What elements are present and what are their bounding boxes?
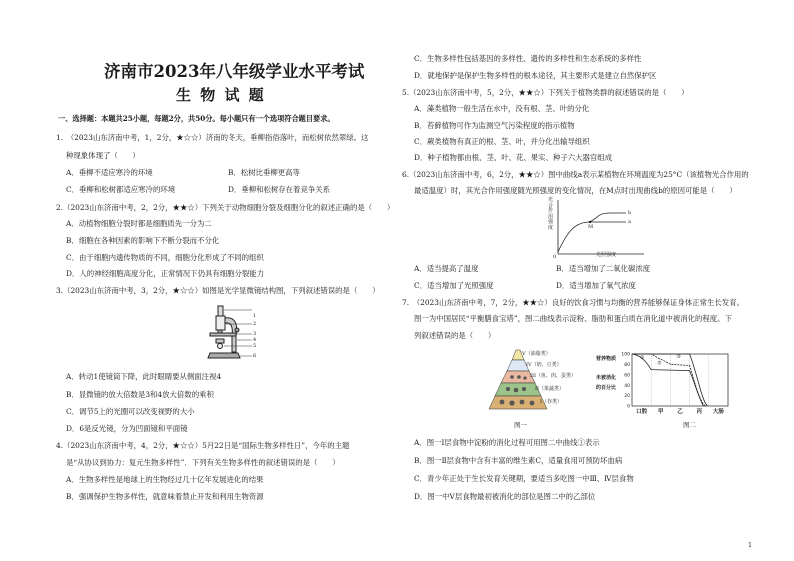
figure-2-caption: 图二 bbox=[683, 421, 696, 429]
q7-option-b: B．图一Ⅱ层食物中含有丰富的维生素C，适量食用可预防坏血病 bbox=[414, 456, 623, 465]
q4-option-b: B．强调保护生物多样性，就意味着禁止开发和利用生物资源 bbox=[66, 492, 264, 501]
curve-b-label: b bbox=[628, 210, 632, 216]
q5-option-b: B．苔藓植物可作为监测空气污染程度的指示植物 bbox=[414, 121, 575, 130]
curve-a-label: a bbox=[628, 219, 631, 225]
q3-option-c: C．调节5上的光圈可以改变视野的大小 bbox=[66, 407, 195, 416]
q4-option-d: D．就地保护是保护生物多样性的根本途径，其主要形式是建立自然保护区 bbox=[414, 71, 657, 80]
microscope-label-2: 2 bbox=[253, 321, 257, 327]
q2-option-d: D．人的神经细胞高度分化，正常情况下仍具有细胞分裂能力 bbox=[66, 269, 265, 278]
curve-1 bbox=[632, 354, 704, 406]
point-m bbox=[589, 221, 591, 223]
pyramid-layer-3: III（鱼、肉、蛋类） bbox=[530, 373, 576, 379]
microscope-label-5: 5 bbox=[253, 343, 257, 349]
chart-y-tick: 20 bbox=[624, 394, 630, 400]
chart-y-label-3: 的百分比 bbox=[596, 385, 617, 391]
q1-stem-line1: 1. （2023山东济南中考，1，2分，★☆☆）济南的冬天，垂柳指俗落叶，而松树依然翠绿。这 bbox=[56, 133, 369, 142]
chart-frame bbox=[632, 354, 728, 406]
q7-option-c: C．青少年正处于生长发育关键期，要适当多吃图一中Ⅲ、Ⅳ层食物 bbox=[414, 474, 634, 483]
page-subtitle: 生 物 试 题 bbox=[176, 86, 266, 104]
chart-x-tick: 乙 bbox=[677, 409, 683, 415]
figure-1-caption: 图一 bbox=[514, 421, 527, 429]
q4-stem-line1: 4.（2023山东济南中考，4，2分，★☆☆）5月22日是“国际生物多样性日”，今年的主题 bbox=[56, 441, 350, 450]
graph-y-label: 光合作用强度 bbox=[548, 197, 554, 231]
q7-stem-line3: 列叙述错误的是（ ） bbox=[414, 331, 496, 340]
chart-y-tick: 0 bbox=[627, 404, 630, 410]
q4-option-c: C．生物多样性包括基因的多样性、遗传的多样性和生态系统的多样性 bbox=[414, 54, 642, 63]
q2-option-a: A．动植物细胞分裂时都是细胞质先一分为二 bbox=[66, 219, 212, 228]
curve-label-2: ② bbox=[657, 360, 662, 367]
q6-option-c: C．适当增加了光照强度 bbox=[414, 281, 494, 290]
microscope-label-4: 4 bbox=[253, 337, 257, 343]
curve-2 bbox=[632, 354, 706, 406]
curve-3 bbox=[632, 354, 708, 406]
chart-y-label-2: 未被消化 bbox=[596, 375, 617, 381]
graph-origin-label: 0 bbox=[553, 254, 557, 260]
q4-option-a: A．生物多样性是地球上的生物经过几十亿年发展进化的结果 bbox=[66, 475, 264, 484]
q7-option-a: A．图一Ⅰ层食物中淀粉的消化过程可用图二中曲线①表示 bbox=[414, 438, 600, 447]
chart-x-tick: 口腔 bbox=[636, 409, 648, 415]
q7-stem-line1: 7. （2023山东济南中考，7，2分，★★☆）良好的饮食习惯与均衡的营养能够保证身体正常生长发育。 bbox=[402, 298, 744, 307]
microscope-label-1: 1 bbox=[253, 313, 257, 319]
q6-option-d: D．适当增加了氧气浓度 bbox=[556, 281, 636, 290]
graph-x-label: 光照强度 bbox=[596, 252, 617, 258]
pyramid-layer-5: V（油脂类） bbox=[522, 351, 551, 357]
page-number: 1 bbox=[748, 542, 752, 549]
pyramid-layer-1: I（谷类） bbox=[540, 399, 562, 405]
chart-y-label-1: 营养物质 bbox=[596, 356, 617, 362]
pyramid-layer-2: II（果蔬类） bbox=[535, 386, 564, 392]
pyramid-layer-4: IV（奶、豆类） bbox=[526, 362, 562, 368]
q6-stem-line1: 6.（2023山东济南中考，6，2分，★★☆）图中曲线a表示某植物在环境温度为25°C（该植物光合作用的 bbox=[402, 170, 749, 179]
q6-option-b: B．适当增加了二氧化碳浓度 bbox=[556, 264, 651, 273]
q2-option-b: B．细胞在各种因素的影响下不断分裂而不分化 bbox=[66, 236, 220, 245]
q6-stem-line2: 最适温度）时，其光合作用强度随光照强度的变化情况，在M点时出现曲线b的原因可能是（ ） bbox=[414, 186, 737, 195]
point-m-label: M bbox=[588, 224, 594, 230]
chart-y-tick: 80 bbox=[624, 363, 630, 368]
chart-y-tick: 60 bbox=[624, 373, 630, 379]
chart-y-tick: 40 bbox=[624, 383, 630, 389]
q1-option-b: B．松树比垂柳更高等 bbox=[228, 168, 300, 177]
page-title: 济南市2023年八年级学业水平考试 bbox=[104, 62, 365, 81]
q5-stem: 5.（2023山东济南中考，5，2分，★★☆）下列关于植物类群的叙述错误的是（ ） bbox=[402, 88, 689, 97]
microscope-label-6: 6 bbox=[253, 353, 257, 359]
q7-option-d: D．图一中Ⅴ层食物最初被消化的部位是图二中的乙部位 bbox=[414, 492, 596, 501]
q7-stem-line2: 图一为中国居民“平衡膳食宝塔”，图二曲线表示淀粉、脂肪和蛋白质在消化道中被消化的程度。下 bbox=[414, 314, 732, 323]
digestion-chart bbox=[616, 350, 740, 416]
q2-stem: 2.（2023山东济南中考，2，2分，★★☆）下列关于动物细胞分裂及细胞分化的叙述正确的是（ ） bbox=[56, 203, 395, 212]
q1-option-c: C．垂柳和松树都适应寒冷的环境 bbox=[66, 185, 176, 194]
q3-option-d: D．6是反光镜，分为凹面镜和平面镜 bbox=[66, 424, 188, 433]
chart-x-tick: 大肠 bbox=[712, 409, 724, 415]
q4-stem-line2: 是“从协议到协力：复元生物多样性”．下列有关生物多样性的叙述错误的是（ ） bbox=[66, 458, 340, 467]
q3-option-b: B．显微镜的放大倍数是3和4放大倍数的乘积 bbox=[66, 390, 214, 399]
q6-option-a: A．适当提高了温度 bbox=[414, 264, 479, 273]
q5-option-d: D．种子植物都由根、茎、叶、花、果实、种子六大器官组成 bbox=[414, 153, 613, 162]
chart-y-tick: 100 bbox=[621, 352, 630, 358]
section-heading: 一、选择题：本题共25小题，每题2分，共50分。每小题只有一个选项符合题目要求。 bbox=[58, 114, 335, 123]
chart-x-tick: 甲 bbox=[658, 409, 664, 415]
q1-stem-line2: 种现象体现了（ ） bbox=[66, 151, 140, 160]
q3-option-a: A．转动1使镜筒下降，此时眼睛要从侧面注视4 bbox=[66, 372, 222, 381]
chart-x-tick: 丙 bbox=[696, 409, 702, 415]
q1-option-d: D．垂柳和松树存在着竞争关系 bbox=[228, 185, 331, 194]
q5-option-a: A．藻类植物一般生活在水中，没有根、茎、叶的分化 bbox=[414, 104, 590, 113]
q5-option-c: C．蕨类植物有真正的根、茎、叶，并分化出输导组织 bbox=[414, 137, 590, 146]
curve-label-1: ① bbox=[640, 355, 645, 362]
q2-option-c: C．由于细胞内遗传物质的不同，细胞分化形成了不同的组织 bbox=[66, 253, 264, 262]
curve-b bbox=[590, 213, 626, 222]
microscope-label-3: 3 bbox=[253, 331, 257, 337]
curve-label-3: ③ bbox=[676, 354, 681, 361]
q1-option-a: A．垂柳不适应寒冷的环境 bbox=[66, 168, 153, 177]
q3-stem: 3.（2023山东济南中考，3，2分，★☆☆）如图是光学显微镜结构图，下列叙述错误的是（ ） bbox=[56, 286, 380, 295]
